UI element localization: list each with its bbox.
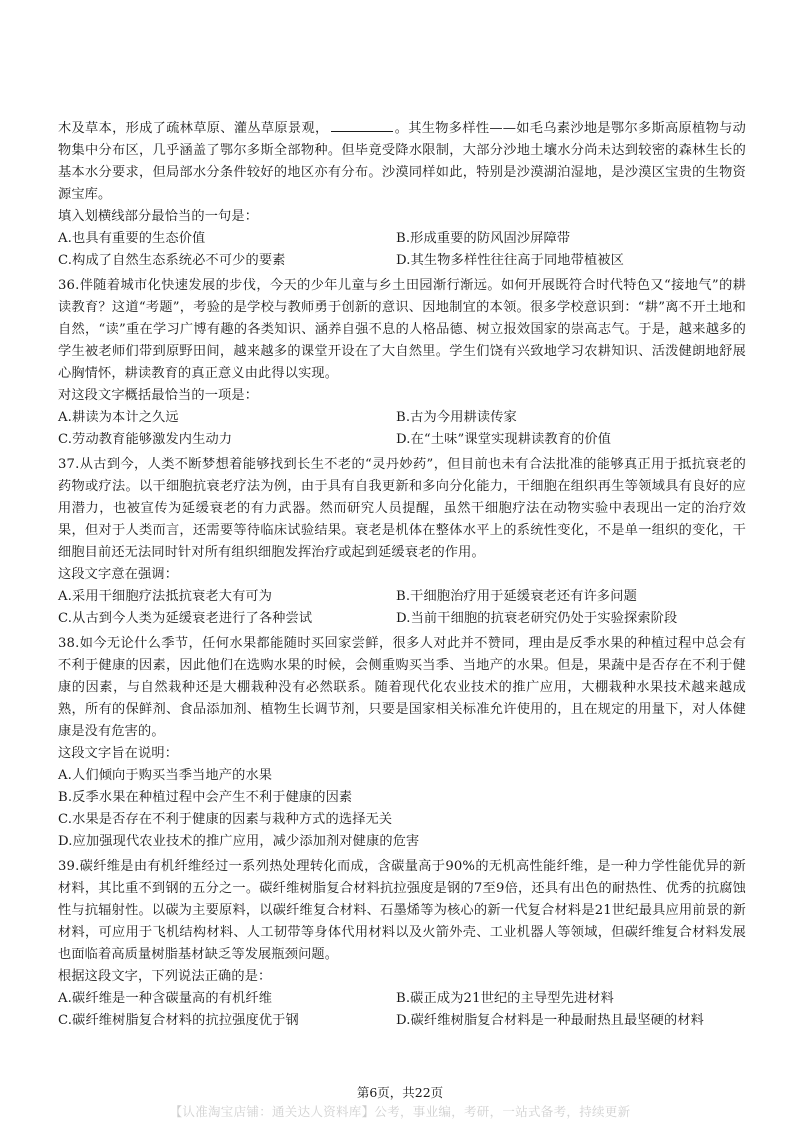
question-number: 36. [58, 278, 80, 293]
options-list [58, 765, 746, 853]
option-a: A.也具有重要的生态价值 [58, 231, 206, 246]
question-prompt: 填入划横线部分最恰当的一句是： [58, 209, 259, 224]
question-number: 39. [58, 859, 80, 874]
question-prompt: 这段文字旨在说明： [58, 746, 179, 761]
question-37 [58, 454, 746, 630]
question-text [58, 275, 746, 385]
question-39 [58, 856, 746, 1032]
options-grid [58, 407, 746, 451]
question-body: 如今无论什么季节，任何水果都能随时买回家尝鲜，很多人对此并不赞同，理由是反季水果的种植过程中总会有不利于健康的因素，因此他们在选购水果的时候，会侧重购买当季、当地产的水果。但是，果蔬中是否存在不利于健康的因素，与自然栽种还是大棚栽种没有必然联系。随着现代化农业技术的推广应用，大棚栽种水果技术越来越成熟，所有的保鲜剂、食品添加剂、植物生长调节剂，只要是国家相关标准允许使用的，且在规定的用量下，对人体健康是没有危害的。 [58, 636, 746, 739]
option-b: B.形成重要的防风固沙屏障带 [396, 231, 571, 246]
options-grid [58, 228, 746, 272]
option-d: D.当前干细胞的抗衰老研究仍处于实验探索阶段 [396, 611, 678, 626]
question-prompt: 这段文字意在强调： [58, 567, 179, 582]
option-c: C.构成了自然生态系统必不可少的要素 [58, 253, 286, 268]
question-body: 伴随着城市化快速发展的步伐，今天的少年儿童与乡土田园渐行渐远。如何开展既符合时代特色又“接地气”的耕读教育？这道“考题”，考验的是学校与教师勇于创新的意识、因地制宜的本领。很多学校意识到：“耕”离不开土地和自然，“读”重在学习广博有趣的各类知识、涵养自强不息的人格品德、树立报效国家的崇高志气。于是，越来越多的学生被老师们带到原野田间，越来越多的课堂开设在了大自然里。学生们饶有兴致地学习农耕知识、活泼健朗地舒展心胸情怀，耕读教育的真正意义由此得以实现。 [58, 278, 746, 381]
option-d: D.碳纤维树脂复合材料是一种最耐热且最坚硬的材料 [396, 1013, 705, 1028]
option-d: D.在“土味”课堂实现耕读教育的价值 [396, 432, 612, 447]
option-d: D.其生物多样性往往高于同地带植被区 [396, 253, 624, 268]
page-number: 第6页，共22页 [356, 1085, 444, 1100]
option-b: B.反季水果在种植过程中会产生不利于健康的因素 [58, 790, 353, 805]
option-a: A.碳纤维是一种含碳量高的有机纤维 [58, 991, 273, 1006]
options-grid [58, 988, 746, 1032]
option-a: A.采用干细胞疗法抵抗衰老大有可为 [58, 589, 273, 604]
passage-before-blank: 木及草本，形成了疏林草原、灌丛草原景观， [58, 121, 329, 136]
question-prompt: 对这段文字概括最恰当的一项是： [58, 388, 259, 403]
question-35-continuation [58, 118, 746, 272]
watermark-text: 【认准淘宝店铺：通关达人资料库】公考，事业编，考研，一站式备考，持续更新 [169, 1104, 631, 1119]
option-a: A.人们倾向于购买当季当地产的水果 [58, 768, 273, 783]
question-text [58, 633, 746, 743]
option-b: B.碳正成为21世纪的主导型先进材料 [396, 991, 614, 1006]
options-grid [58, 586, 746, 630]
fill-in-blank [331, 118, 393, 132]
question-38 [58, 633, 746, 853]
question-text [58, 454, 746, 564]
option-c: C.水果是否存在不利于健康的因素与栽种方式的选择无关 [58, 812, 393, 827]
question-prompt: 根据这段文字，下列说法正确的是： [58, 969, 272, 984]
question-36 [58, 275, 746, 451]
option-c: C.从古到今人类为延缓衰老进行了各种尝试 [58, 611, 313, 626]
passage-text [58, 118, 746, 206]
passage-after-blank: 。其生物多样性——如毛乌素沙地是鄂尔多斯高原植物与动物集中分布区，几乎涵盖了鄂尔多斯全部物种。但毕竟受降水限制，大部分沙地土壤水分尚未达到较密的森林生长的基本水分要求，但局部水分条件较好的地区亦有分布。沙漠同样如此，特别是沙漠湖泊湿地，是沙漠区宝贵的生物资源宝库。 [58, 121, 746, 202]
option-a: A.耕读为本计之久远 [58, 410, 179, 425]
question-body: 从古到今，人类不断梦想着能够找到长生不老的“灵丹妙药”，但目前也未有合法批准的能够真正用于抵抗衰老的药物或疗法。以干细胞抗衰老疗法为例，由于具有自我更新和多向分化能力，干细胞在组织再生等领域具有良好的应用潜力，也被宣传为延缓衰老的有力武器。然而研究人员提醒，虽然干细胞疗法在动物实验中表现出一定的治疗效果，但对于人类而言，还需要等待临床试验结果。衰老是机体在整体水平上的系统性变化，不是单一组织的变化，干细胞目前还无法同时针对所有组织细胞发挥治疗或起到延缓衰老的作用。 [58, 457, 746, 560]
question-text [58, 856, 746, 966]
exam-page [58, 118, 746, 1032]
option-d: D.应加强现代农业技术的推广应用，减少添加剂对健康的危害 [58, 834, 420, 849]
question-body: 碳纤维是由有机纤维经过一系列热处理转化而成，含碳量高于90%的无机高性能纤维，是一种力学性能优异的新材料，其比重不到钢的五分之一。碳纤维树脂复合材料抗拉强度是钢的7至9倍，还具有出色的耐热性、优秀的抗腐蚀性与抗辐射性。以碳为主要原料，以碳纤维复合材料、石墨烯等为核心的新一代复合材料是21世纪最具应用前景的新材料，可应用于飞机结构材料、人工韧带等身体代用材料以及火箭外壳、工业机器人等领域，但碳纤维复合材料发展也面临着高质量树脂基材缺乏等发展瓶颈问题。 [58, 859, 746, 962]
option-c: C.劳动教育能够激发内生动力 [58, 432, 233, 447]
question-number: 38. [58, 636, 80, 651]
option-c: C.碳纤维树脂复合材料的抗拉强度优于钢 [58, 1013, 299, 1028]
question-number: 37. [58, 457, 80, 472]
option-b: B.干细胞治疗用于延缓衰老还有许多问题 [396, 589, 637, 604]
option-b: B.古为今用耕读传家 [396, 410, 517, 425]
